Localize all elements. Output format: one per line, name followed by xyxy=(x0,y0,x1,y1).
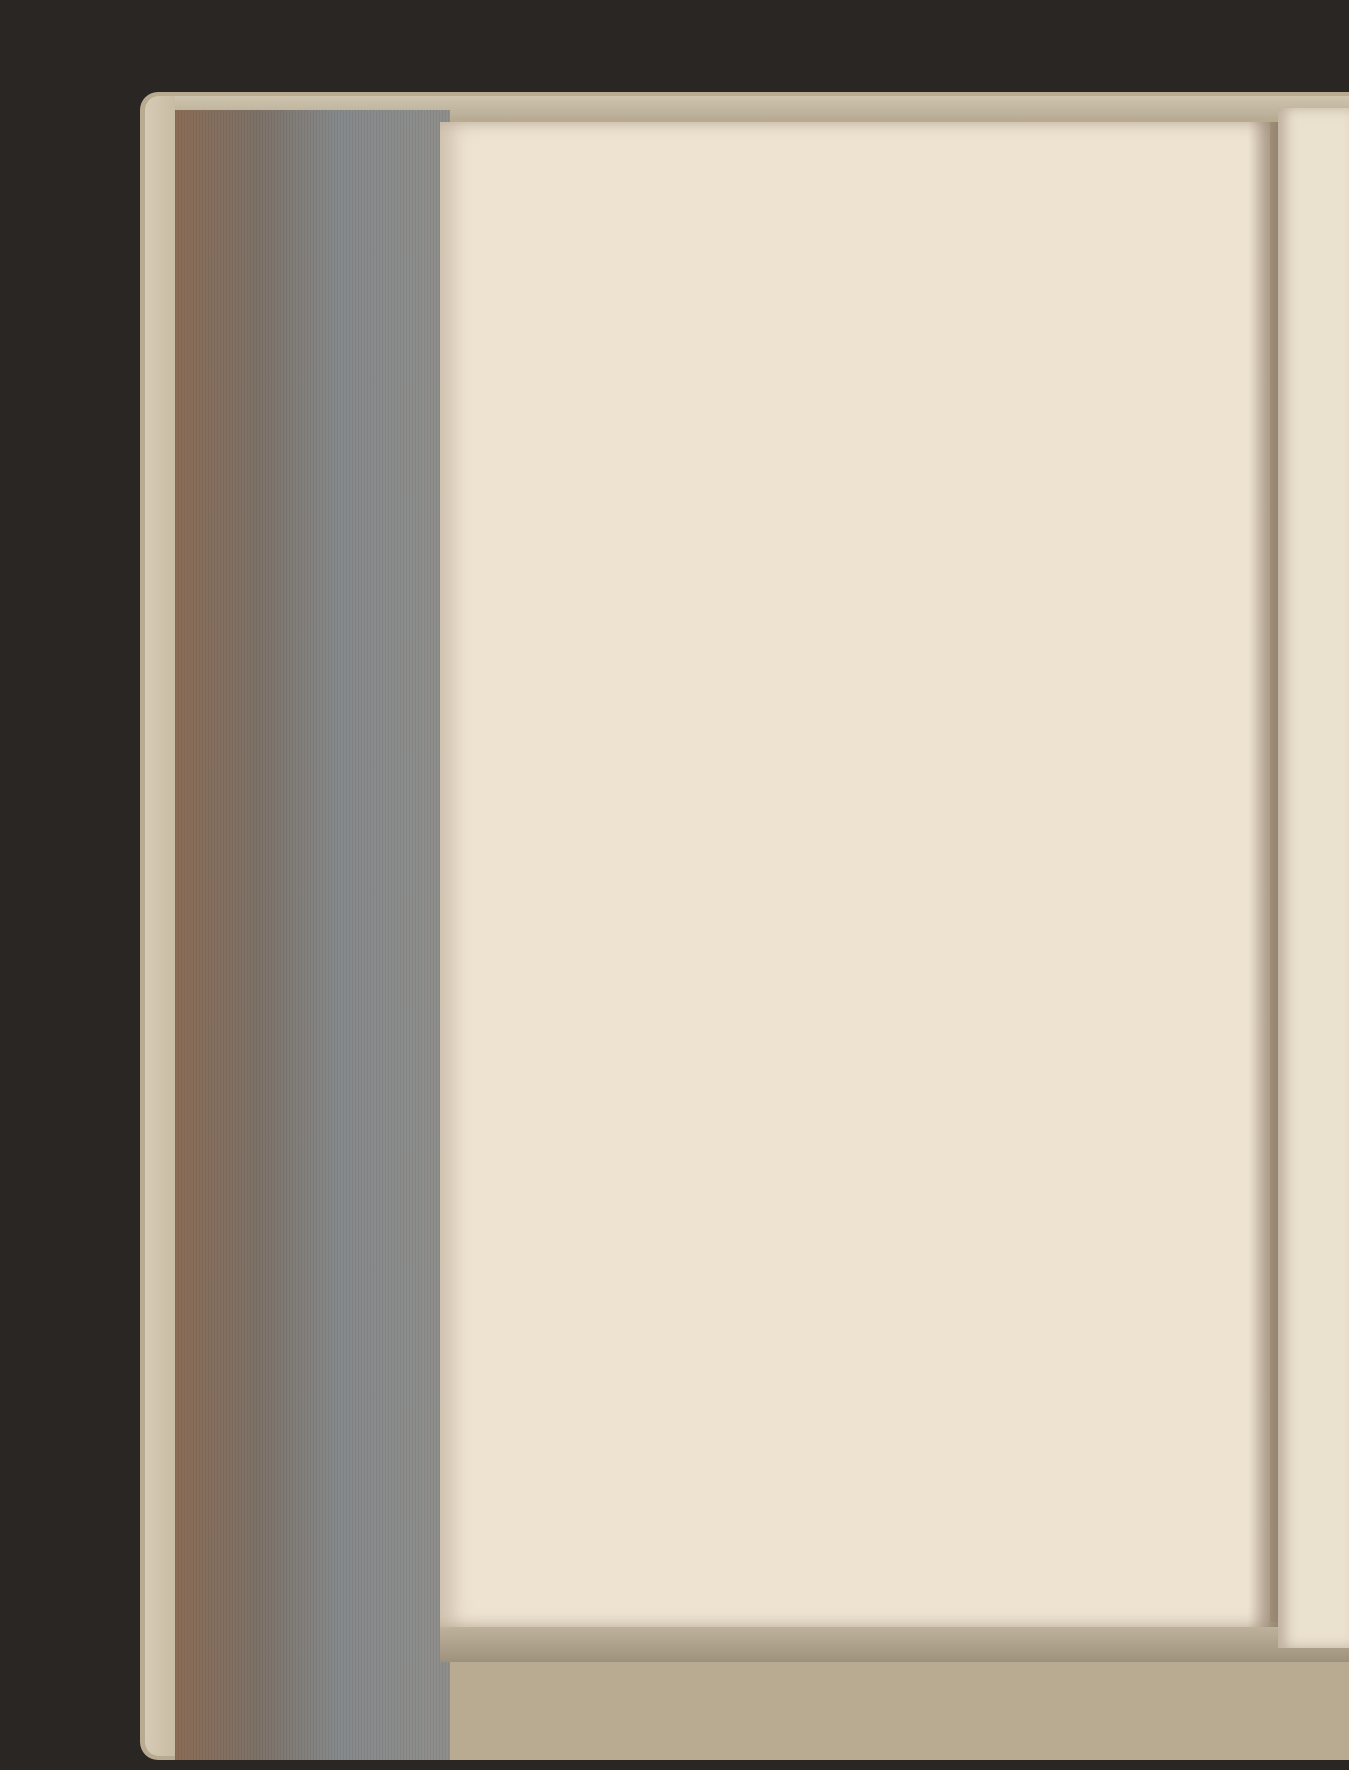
cover-edge xyxy=(145,96,175,1756)
left-page xyxy=(440,122,1270,1627)
running-head xyxy=(510,165,1230,205)
bottom-page-edges xyxy=(440,1622,1349,1662)
page-gutter xyxy=(1248,122,1278,1627)
page-block-edges xyxy=(175,110,450,1760)
right-page-fragment xyxy=(1278,108,1349,1648)
